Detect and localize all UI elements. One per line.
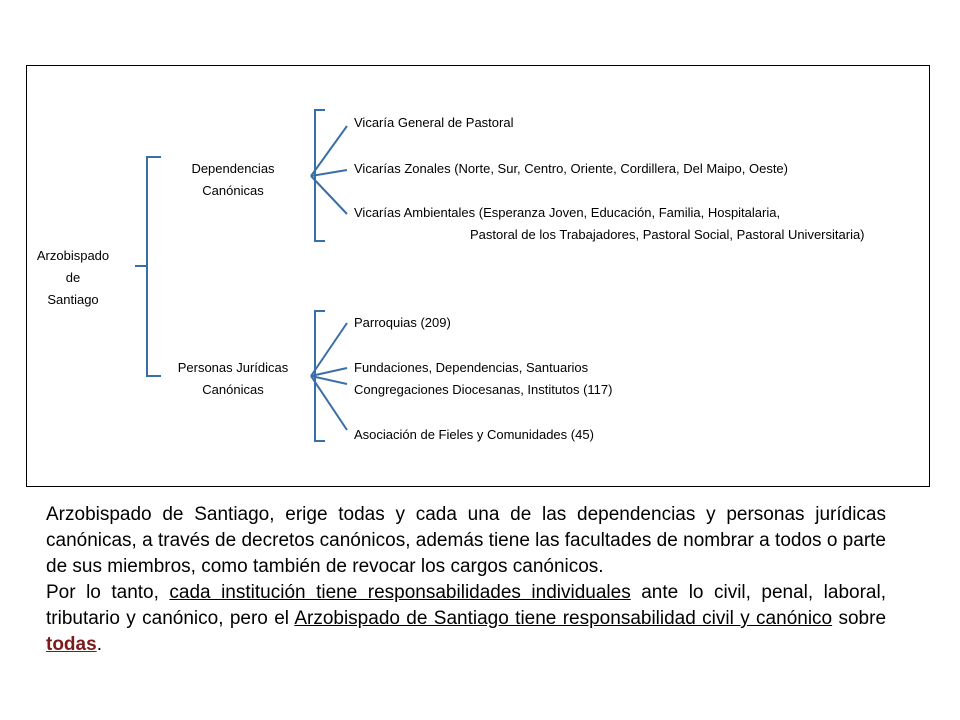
- arrow-to-vicarias-zonales: [311, 170, 347, 176]
- arrow-to-asociacion: [311, 376, 347, 430]
- child-fundaciones: Fundaciones, Dependencias, Santuarios: [354, 360, 589, 375]
- branch-personas-juridicas-label: [163, 357, 303, 401]
- child-vicaria-general: Vicaría General de Pastoral: [354, 115, 514, 130]
- child-asociacion: Asociación de Fieles y Comunidades (45): [354, 427, 594, 442]
- root-label: [27, 245, 119, 311]
- branch-2-bracket: [315, 311, 325, 441]
- branch-1-line-1: Dependencias: [191, 161, 275, 176]
- p2-sobre: sobre: [832, 608, 887, 629]
- p2-underline-1: cada institución tiene responsabilidades individuales: [169, 582, 631, 603]
- root-line-1: Arzobispado: [36, 248, 110, 263]
- root-line-2: de: [65, 270, 81, 285]
- branch-1-line-2: Canónicas: [202, 183, 264, 198]
- p2-middle: ante lo civil, penal, laboral, tributario y canónico, pero el: [46, 582, 886, 629]
- arrow-to-vicaria-general: [311, 126, 347, 176]
- arrow-to-parroquias: [311, 323, 347, 376]
- branch-2-line-1: Personas Jurídicas: [177, 360, 289, 375]
- child-congregaciones: Congregaciones Diocesanas, Institutos (117): [354, 382, 613, 397]
- paragraph-1: Arzobispado de Santiago, erige todas y cada una de las dependencias y personas jurídicas canónicas, a través de decretos canónicos, además tiene las facultades de nombrar a todos o parte de sus miembros, como también de revocar los cargos canónicos.: [46, 504, 886, 577]
- p2-underline-2: Arzobispado de Santiago tiene responsabilidad civil y canónico: [294, 608, 833, 629]
- branch-dependencias-label: [163, 158, 303, 202]
- explanation-text: [46, 502, 886, 658]
- arrow-to-vicarias-ambientales: [311, 176, 347, 214]
- paragraph-2: [46, 580, 886, 658]
- p2-todas-emphasis: todas: [46, 634, 97, 655]
- child-vicarias-zonales: Vicarías Zonales (Norte, Sur, Centro, Oriente, Cordillera, Del Maipo, Oeste): [354, 161, 788, 176]
- root-bracket: [135, 157, 161, 376]
- org-diagram: [26, 65, 930, 487]
- root-line-3: Santiago: [47, 292, 99, 307]
- child-vicarias-ambientales: Vicarías Ambientales (Esperanza Joven, Educación, Familia, Hospitalaria,: [354, 205, 781, 220]
- branch-2-line-2: Canónicas: [202, 382, 264, 397]
- child-parroquias: Parroquias (209): [354, 315, 451, 330]
- p2-period: .: [96, 634, 102, 655]
- p2-intro: Por lo tanto,: [46, 582, 170, 603]
- child-vicarias-ambientales-cont: Pastoral de los Trabajadores, Pastoral Social, Pastoral Universitaria): [470, 227, 865, 242]
